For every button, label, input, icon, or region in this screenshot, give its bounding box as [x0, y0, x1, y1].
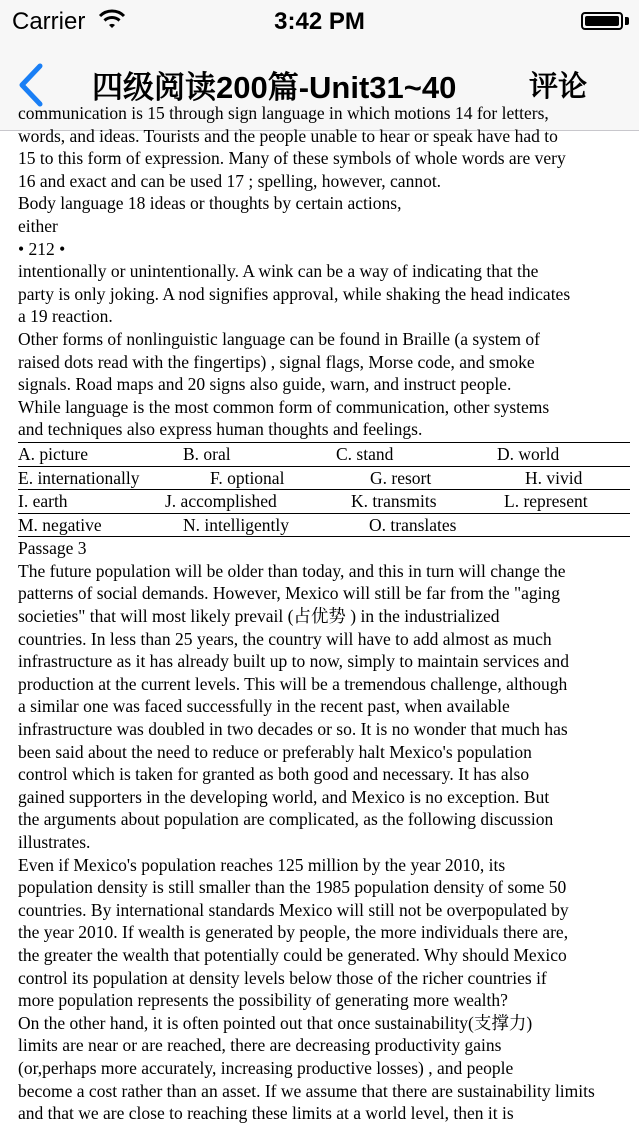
text-line: communication is 15 through sign language in which motions 14 for letters, — [18, 103, 549, 123]
text-line: the year 2010. If wealth is generated by people, the more individuals there are, — [18, 922, 569, 943]
text-line: raised dots read with the fingertips) , signal flags, Morse code, and smoke — [18, 351, 535, 372]
option-cell: C. stand — [336, 443, 394, 464]
option-cell: K. transmits — [351, 491, 437, 512]
option-cell: F. optional — [210, 467, 285, 488]
passage-3-text — [18, 537, 630, 1124]
text-line: been said about the need to reduce or preferably halt Mexico's population — [18, 741, 532, 762]
option-cell: L. represent — [504, 491, 588, 512]
text-line: and that we are close to reaching these limits at a world level, then it is — [18, 1103, 514, 1124]
text-line: either — [18, 215, 58, 236]
option-cell: A. picture — [18, 443, 88, 464]
comment-button[interactable]: 评论 — [528, 71, 587, 103]
text-line: more population represents the possibility of generating more wealth? — [18, 990, 508, 1011]
text-line: Body language 18 ideas or thoughts by certain actions, — [18, 193, 402, 214]
option-cell: B. oral — [183, 443, 231, 464]
text-line: a similar one was faced successfully in the recent past, when available — [18, 696, 510, 717]
text-line: Other forms of nonlinguistic language can be found in Braille (a system of — [18, 328, 540, 349]
text-line: Even if Mexico's population reaches 125 million by the year 2010, its — [18, 854, 506, 875]
text-line: a 19 reaction. — [18, 306, 113, 327]
text-line: production at the current levels. This will be a tremendous challenge, although — [18, 673, 568, 694]
option-cell: M. negative — [18, 514, 102, 535]
text-line: On the other hand, it is often pointed out that once sustainability(支撑力) — [18, 1012, 533, 1033]
text-line: • 212 • — [18, 238, 66, 259]
passage-text — [18, 125, 630, 441]
option-cell: D. world — [497, 443, 560, 464]
text-line: the greater the wealth that potentially could be generated. Why should Mexico — [18, 944, 567, 965]
text-line: party is only joking. A nod signifies approval, while shaking the head indicates — [18, 283, 571, 304]
option-cell: G. resort — [370, 467, 432, 488]
text-line: become a cost rather than an asset. If we assume that there are sustainability limits — [18, 1080, 595, 1101]
option-cell: O. translates — [369, 514, 457, 535]
text-line: infrastructure as it has already built up to now, simply to maintain services and — [18, 651, 569, 672]
text-line: countries. In less than 25 years, the country will have to add almost as much — [18, 628, 552, 649]
text-line: and techniques also express human thoughts and feelings. — [18, 419, 423, 440]
article-content — [18, 103, 630, 1136]
text-line: (or,perhaps more accurately, increasing productive losses) , and people — [18, 1057, 514, 1078]
text-line: signals. Road maps and 20 signs also guide, warn, and instruct people. — [18, 374, 512, 395]
text-line: the arguments about population are complicated, as the following discussion — [18, 809, 554, 830]
text-line: control its population at density levels below those of the richer countries if — [18, 967, 547, 988]
options-row — [18, 514, 630, 538]
text-line: control which is taken for granted as both good and necessary. It has also — [18, 764, 530, 785]
text-line: illustrates. — [18, 832, 91, 852]
options-row — [18, 467, 630, 491]
page-title: 四级阅读200篇-Unit31~40 — [92, 70, 457, 105]
options-table — [18, 442, 630, 537]
option-cell: I. earth — [18, 491, 68, 512]
text-line: limits are near or are reached, there are decreasing productivity gains — [18, 1035, 502, 1056]
text-line: While language is the most common form of communication, other systems — [18, 396, 550, 417]
text-line: population density is still smaller than the 1985 population density of some 50 — [18, 877, 567, 898]
text-line: intentionally or unintentionally. A wink can be a way of indicating that the — [18, 261, 539, 282]
text-line: 16 and exact and can be used 17 ; spelling, however, cannot. — [18, 170, 442, 191]
option-cell: E. internationally — [18, 467, 140, 488]
clock: 3:42 PM — [274, 8, 365, 35]
status-bar — [0, 0, 639, 40]
text-line: The future population will be older than today, and this in turn will change the — [18, 560, 566, 581]
battery-tip — [625, 17, 629, 25]
text-line: countries. By international standards Mexico will still not be overpopulated by — [18, 899, 569, 920]
carrier-label: Carrier — [12, 8, 86, 35]
text-line: societies" that will most likely prevail (占优势 ) in the industrialized — [18, 606, 500, 627]
options-row — [18, 443, 630, 467]
text-line: gained supporters in the developing world, and Mexico is no exception. But — [18, 786, 550, 807]
options-row — [18, 490, 630, 514]
option-cell: H. vivid — [525, 467, 583, 488]
text-line: patterns of social demands. However, Mexico will still be far from the "aging — [18, 583, 560, 604]
battery-icon — [581, 12, 623, 30]
text-line: 15 to this form of expression. Many of these symbols of whole words are very — [18, 148, 566, 169]
option-cell: J. accomplished — [165, 491, 277, 512]
text-line: infrastructure was doubled in two decades or so. It is no wonder that much has — [18, 719, 568, 740]
text-line: words, and ideas. Tourists and the people unable to hear or speak have had to — [18, 125, 558, 146]
option-cell: N. intelligently — [183, 514, 289, 535]
text-line: Passage 3 — [18, 538, 87, 559]
